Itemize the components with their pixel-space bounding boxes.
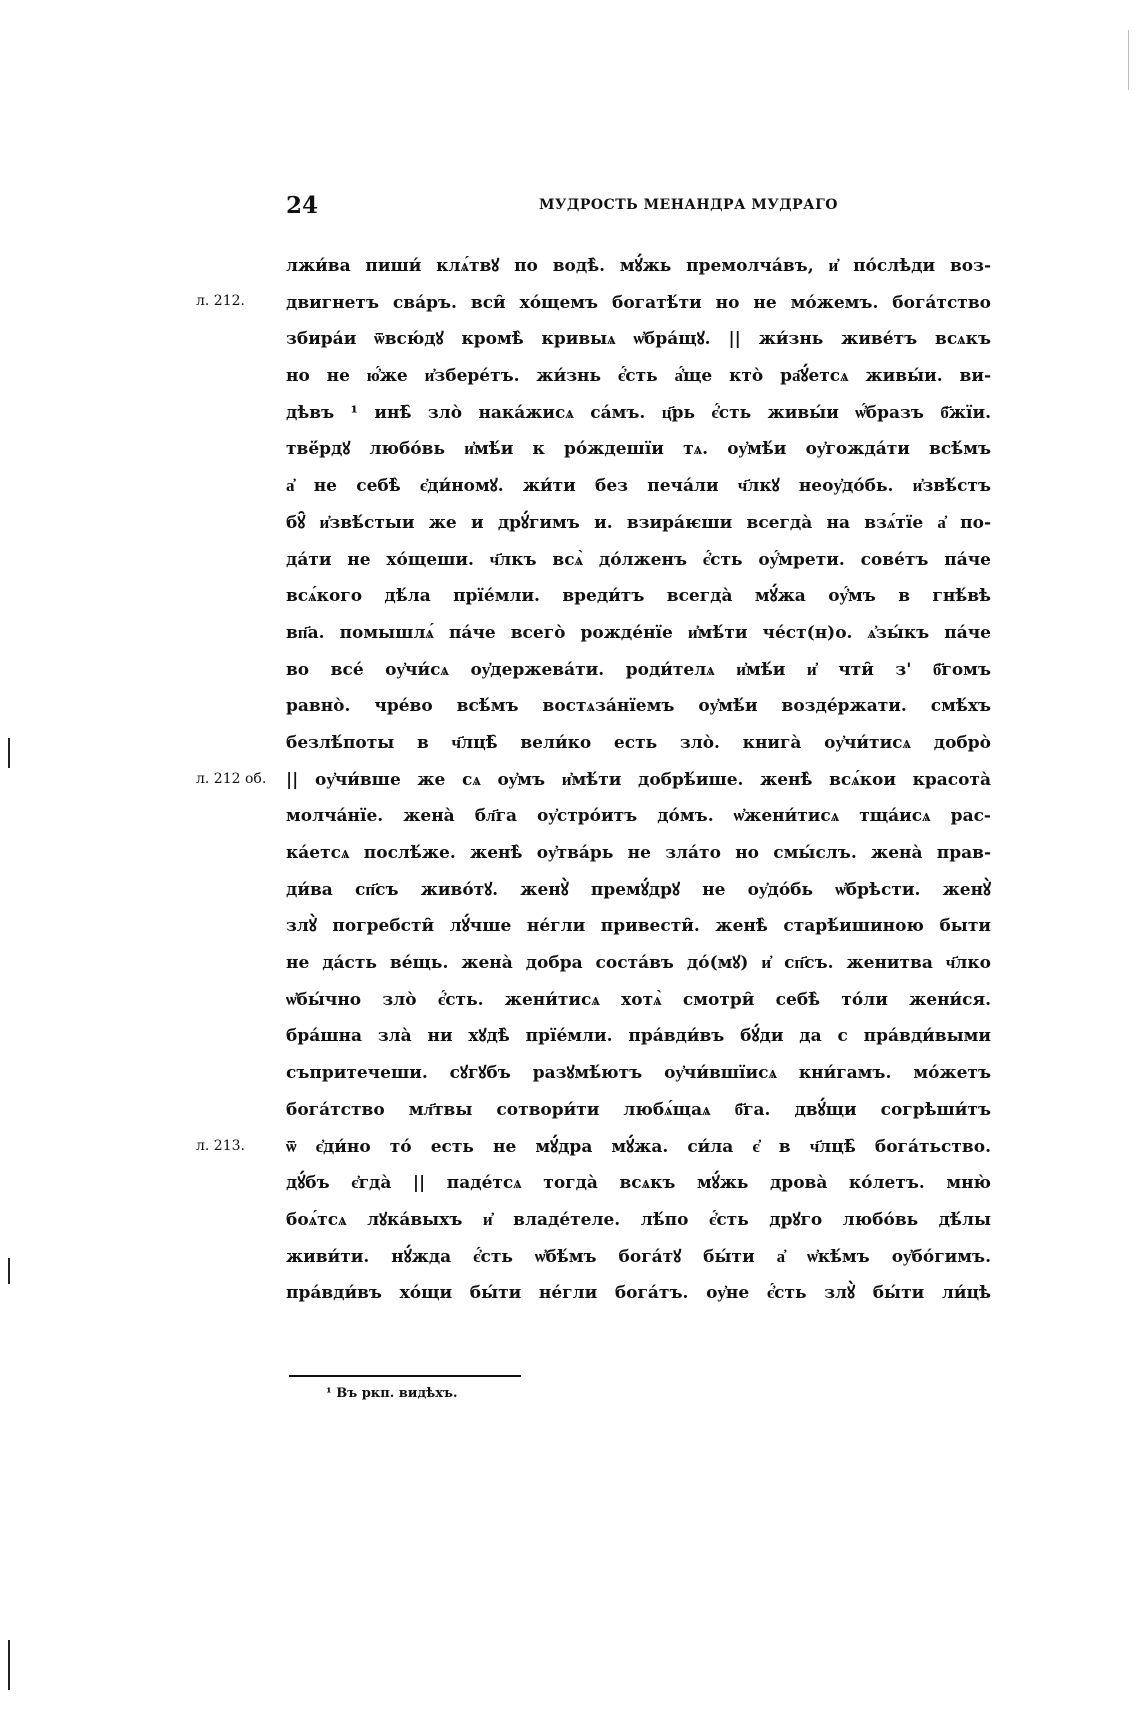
text-line: съпритечеши. сꙋгꙋбъ разꙋмѣ́ютъ оу҆чи́вшїисѧ кни́гамъ. мо́жетъ (286, 1063, 991, 1084)
footnote-marker: ¹ (326, 1386, 332, 1401)
margin-folio-ref: л. 212. (196, 293, 245, 309)
text-line: дѣвъ ¹ инѣ̑ зло̀ нака́жисѧ са́мъ. ц҃рь є҆́сть живы́и ѡ҆́бразъ б҃жїи. (286, 402, 991, 423)
text-line: безлѣ́поты в ч҃лцѣ̑ вели́ко есть зло̀. книга̀ оу҆чи́тисѧ добро̀ (286, 732, 991, 753)
text-line: боѧ́тсѧ лꙋка́выхъ и҆ владе́теле. лѣ́по є҆́сть дрꙋго любо́вь дѣ́лы (286, 1209, 991, 1230)
text-line: лжи́ва пиши́ клѧ́твꙋ по водѣ̀. мꙋ́жь премолча́въ, и҆ по́слѣди воз- (286, 256, 991, 276)
text-line: твё́рдꙋ любо́вь и҆мѣ́и к ро́ждешїи тѧ. оу҆мѣ́и оу҆гожда́ти всѣ́мъ (286, 439, 991, 460)
body-text (286, 248, 991, 1312)
text-line: ѿ є҆ди́но то́ есть не мꙋ́дра мꙋ́жа. си́ла є҆ в ч҃лцѣ̑ бога́тьство. (286, 1136, 991, 1157)
text-line: ѡ҆бы́чно зло̀ є҆́сть. жени́тисѧ хотѧ̀ смотри̑ себѣ̀ то́ли жени́ся. (286, 989, 991, 1010)
footnote-rule (289, 1375, 521, 1377)
text-line: всѧ́кого дѣ́ла прїе́мли. вреди́тъ всегда̀ мꙋ́жа оу҆́мъ в гнѣ́вѣ (286, 586, 991, 607)
text-line: но не ю҆́же и҆збере́тъ. жи́знь є҆́сть а҆́ще кто̀ ра҃ꙋ́етсѧ живы́и. ви- (286, 366, 991, 387)
text-line: во все́ оу҆чи́сѧ оу҆держева́ти. роди́телѧ и҆мѣ́и и҆ чти̑ з' б҃гомъ (286, 659, 991, 680)
text-line: бꙋ̑ и҆звѣ́стыи же и дрꙋ́гимъ и. взира́ѥши всегда̀ на взѧ́тїе а҆ по- (286, 512, 991, 533)
scan-artifact-mark (8, 738, 10, 768)
text-line: збира́и ѿвсю́дꙋ кромѣ̀ кривыѧ ѡ҆бра́щꙋ. || жи́знь живе́тъ всѧкъ (286, 329, 991, 350)
text-line: вп҃а. помышлѧ́ па́че всего̀ рожде́нїе и҆мѣ́ти че́ст(н)о. ѧ҆зы́къ па́че (286, 622, 991, 643)
page-header (286, 192, 991, 224)
text-line: двигнетъ сва́ръ. вси̑ хо́щемъ богатѣ́ти но не мо́жемъ. бога́тство (286, 292, 991, 313)
text-line: пра́вди́въ хо́щи бы́ти не́гли бога́тъ. оу҆не є҆́сть злꙋ̀ бы́ти ли́цѣ (286, 1283, 991, 1304)
text-line: || оу҆чи́вше же сѧ оу҆мъ и҆мѣ́ти добрѣ́ише. женѣ̀ всѧ́кои красота̀ (286, 769, 991, 790)
text-line: дꙋ́бъ є҆гда̀ || паде́тсѧ тогда̀ всѧкъ мꙋ́жь дрова̀ ко́летъ. мню̀ (286, 1173, 991, 1194)
text-line: злꙋ̀ погребсти̑ лꙋ́чше не́гли привести̑. женѣ̀ старѣ́ишиною быти (286, 916, 991, 937)
margin-folio-ref: л. 212 об. (196, 771, 267, 787)
text-line: ка́етсѧ послѣ́же. женѣ̀ оу҆тва́рь не зла́то но смы́слъ. жена̀ прав- (286, 843, 991, 863)
footnote (326, 1386, 458, 1401)
running-title: МУДРОСТЬ МЕНАНДРА МУДРАГО (539, 197, 838, 213)
text-line: равно̀. чре́во всѣ́мъ востѧза́нїемъ оу҆мѣ́и возде́ржати. смѣ́хъ (286, 696, 991, 717)
text-line: живи́ти. нꙋ́жда є҆́сть ѡ҆бѣ́мъ бога́тꙋ бы́ти а҆ ѡ҆кѣ́мъ оу҆бо́гимъ. (286, 1246, 991, 1267)
text-line: не да́сть ве́щь. жена̀ добра соста́въ до́(мꙋ) и҆ сп҃съ. женитва ч҃лко (286, 953, 991, 974)
text-line: молча́нїе. жена̀ бл҃га оу҆стро́итъ до́мъ. ѡ҆жени́тисѧ тща́исѧ рас- (286, 806, 991, 827)
page-number: 24 (286, 192, 319, 219)
text-line: да́ти не хо́щеши. ч҃лкъ всѧ̀ до́лженъ є҆́сть оу҆́мрети. сове́тъ па́че (286, 549, 991, 570)
text-line: бога́тство мл҃твы сотвори́ти любѧ́щаѧ б҃га. двꙋ́щи согрѣши́тъ (286, 1099, 991, 1120)
text-line: бра́шна зла̀ ни хꙋдѣ̀ прїе́мли. пра́вди́въ бꙋ́ди да с пра́вди́выми (286, 1026, 991, 1047)
scan-artifact-mark (8, 1640, 10, 1690)
footnote-text: Въ ркп. видѣхъ. (336, 1386, 458, 1401)
scan-artifact-mark (1128, 30, 1129, 90)
margin-folio-ref: л. 213. (196, 1138, 245, 1154)
text-line: ди́ва сп҃съ живо́тꙋ. женꙋ̀ премꙋ́дрꙋ не оу҆до́бь ѡ҆брѣсти. женꙋ̀ (286, 879, 991, 900)
scan-artifact-mark (8, 1258, 10, 1284)
text-line: а҆ не себѣ̀ є҆ди́номꙋ. жи́ти без печа́ли ч҃лкꙋ неоу҆до́бь. и҆звѣ́стъ (286, 476, 991, 497)
